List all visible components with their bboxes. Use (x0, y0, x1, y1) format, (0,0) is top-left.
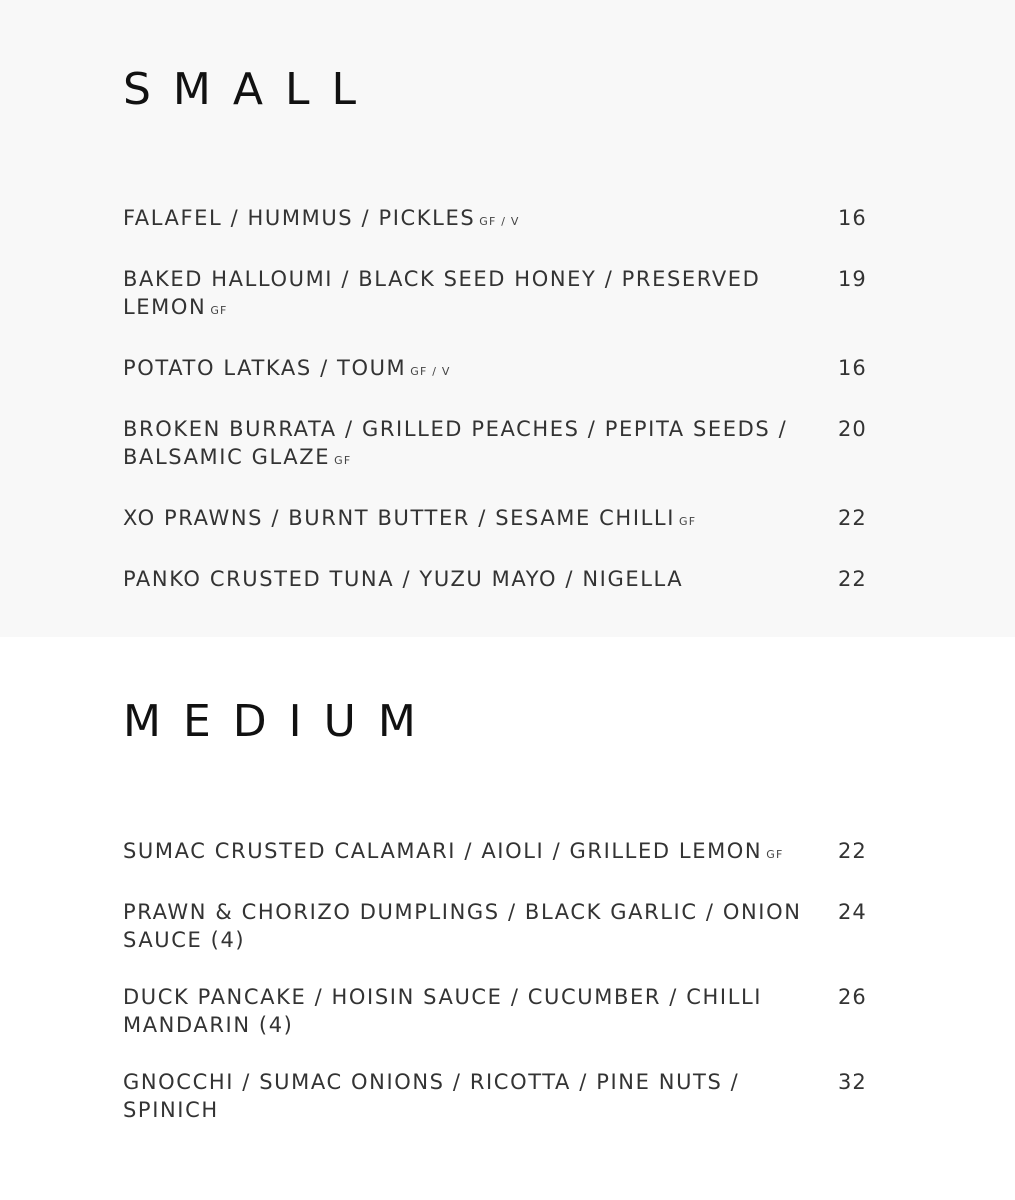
section-title-medium: MEDIUM (123, 696, 438, 747)
menu-item-name-wrap (123, 504, 813, 536)
menu-item-name: POTATO LATKAS / TOUM (123, 356, 407, 380)
menu-item-name-wrap (123, 565, 813, 593)
menu-item-name: BROKEN BURRATA / GRILLED PEACHES / PEPITA SEEDS / BALSAMIC GLAZE (123, 417, 788, 469)
menu-item-name-wrap (123, 354, 813, 386)
menu-item-price: 16 (838, 206, 867, 230)
menu-item (123, 565, 883, 593)
dietary-tag: GF / V (479, 215, 520, 228)
menu-item (123, 504, 883, 536)
menu-item-name-wrap (123, 837, 813, 869)
menu-item-price: 19 (838, 267, 867, 291)
section-title-small: SMALL (123, 64, 379, 115)
menu-item-name-wrap (123, 898, 813, 954)
menu-item (123, 837, 883, 869)
dietary-tag: GF (210, 304, 228, 317)
menu-item (123, 1068, 883, 1124)
menu-item (123, 204, 883, 236)
menu-item-name: PANKO CRUSTED TUNA / YUZU MAYO / NIGELLA (123, 567, 684, 591)
menu-item-name: FALAFEL / HUMMUS / PICKLES (123, 206, 476, 230)
dietary-tag: GF (679, 515, 697, 528)
menu-item-name-wrap (123, 204, 813, 236)
menu-item-price: 26 (838, 985, 867, 1009)
menu-item-price: 22 (838, 567, 867, 591)
menu-item-price: 16 (838, 356, 867, 380)
menu-item-name-wrap (123, 1068, 813, 1124)
menu-item-name: PRAWN & CHORIZO DUMPLINGS / BLACK GARLIC / ONION SAUCE (4) (123, 900, 802, 952)
menu-item-name: BAKED HALLOUMI / BLACK SEED HONEY / PRESERVED LEMON (123, 267, 761, 319)
menu-item-price: 24 (838, 900, 867, 924)
menu-item-price: 22 (838, 506, 867, 530)
dietary-tag: GF (766, 848, 784, 861)
menu-item-name: DUCK PANCAKE / HOISIN SAUCE / CUCUMBER / CHILLI MANDARIN (4) (123, 985, 763, 1037)
menu-item (123, 983, 883, 1039)
menu-item-name-wrap (123, 415, 813, 475)
menu-item (123, 354, 883, 386)
menu-list-medium (123, 837, 883, 1153)
dietary-tag: GF (334, 454, 352, 467)
menu-item-price: 32 (838, 1070, 867, 1094)
menu-item-price: 22 (838, 839, 867, 863)
menu-item (123, 898, 883, 954)
menu-item (123, 265, 883, 325)
menu-item-price: 20 (838, 417, 867, 441)
menu-item (123, 415, 883, 475)
menu-list-small (123, 204, 883, 622)
menu-item-name-wrap (123, 265, 813, 325)
menu-item-name: SUMAC CRUSTED CALAMARI / AIOLI / GRILLED LEMON (123, 839, 763, 863)
menu-item-name: XO PRAWNS / BURNT BUTTER / SESAME CHILLI (123, 506, 676, 530)
dietary-tag: GF / V (410, 365, 451, 378)
menu-item-name-wrap (123, 983, 813, 1039)
menu-item-name: GNOCCHI / SUMAC ONIONS / RICOTTA / PINE NUTS / SPINICH (123, 1070, 740, 1122)
